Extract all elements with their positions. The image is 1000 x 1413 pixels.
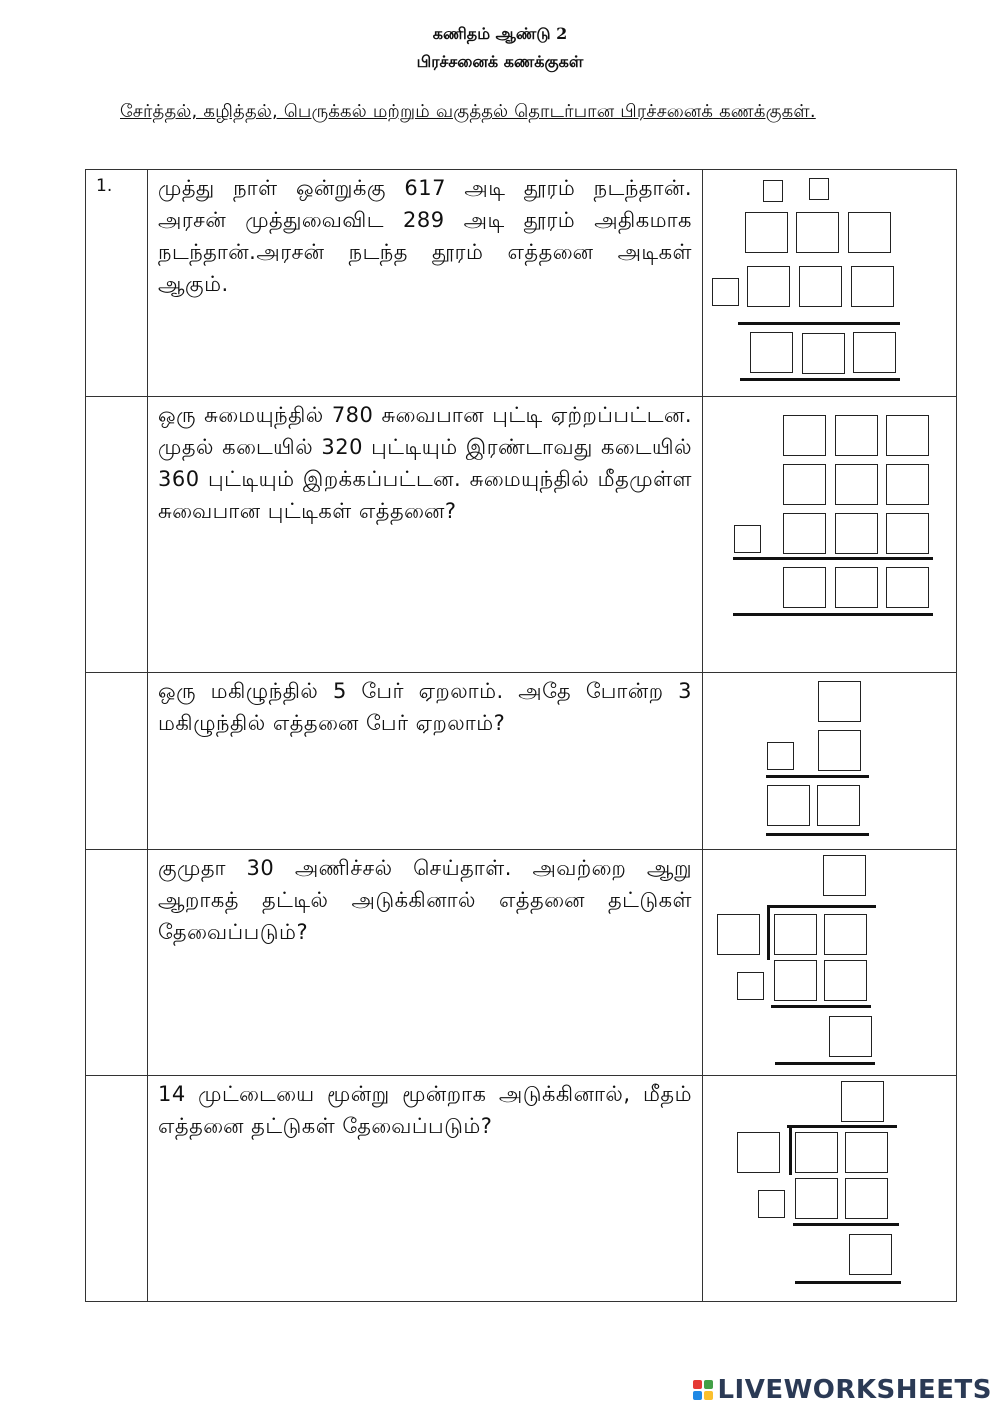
problem-text: ஒரு மகிழுந்தில் 5 பேர் ஏறலாம். அதே போன்ற 3 மகிழுந்தில் எத்தனை பேர் ஏறலாம்? — [148, 673, 703, 850]
dividend-box[interactable] — [774, 914, 817, 955]
operator-box[interactable] — [758, 1190, 785, 1218]
dividend-box[interactable] — [845, 1132, 888, 1173]
digit-box[interactable] — [796, 212, 839, 253]
answer-box[interactable] — [750, 332, 793, 373]
problem-row — [86, 397, 957, 673]
answer-box[interactable] — [853, 332, 896, 373]
operator-box[interactable] — [767, 742, 794, 770]
problem-text: ஒரு சுமையுந்தில் 780 சுவைபான புட்டி ஏற்றப்பட்டன. முதல் கடையில் 320 புட்டியும் இரண்டாவது கடையில் 360 புட்டியும் இறக்கப்பட்டன. சுமையுந்தில் மீதமுள்ள சுவைபான புட்டிகள் எத்தனை? — [148, 397, 703, 673]
logo-tiles-icon — [693, 1380, 713, 1400]
logo-tile — [693, 1391, 702, 1400]
difference-line — [733, 613, 933, 616]
digit-box[interactable] — [835, 464, 878, 505]
dividend-box[interactable] — [824, 914, 867, 955]
digit-box[interactable] — [824, 960, 867, 1001]
operator-box[interactable] — [712, 278, 739, 306]
digit-box[interactable] — [795, 1178, 838, 1219]
digit-box[interactable] — [886, 464, 929, 505]
digit-box[interactable] — [747, 266, 790, 307]
divisor-box[interactable] — [717, 914, 760, 955]
digit-box[interactable] — [845, 1178, 888, 1219]
liveworksheets-logo — [693, 1373, 992, 1407]
digit-box[interactable] — [799, 266, 842, 307]
instruction-text: சேர்த்தல், கழித்தல், பெருக்கல் மற்றும் வகுத்தல் தொடர்பான பிரச்சனைக் கணக்குகள். — [120, 101, 816, 122]
quotient-box[interactable] — [841, 1081, 884, 1122]
problem-row — [86, 850, 957, 1076]
answer-box[interactable] — [817, 785, 860, 826]
digit-box[interactable] — [886, 513, 929, 554]
digit-box[interactable] — [835, 513, 878, 554]
answer-box[interactable] — [783, 567, 826, 608]
product-line — [766, 833, 869, 836]
brand-name: LIVEWORKSHEETS — [717, 1375, 992, 1405]
product-line — [766, 775, 869, 778]
worksheet-title: கணிதம் ஆண்டு 2 — [432, 24, 568, 43]
sum-line — [740, 378, 900, 381]
quotient-box[interactable] — [823, 855, 866, 896]
problem-table — [85, 169, 957, 1302]
digit-box[interactable] — [835, 415, 878, 456]
carry-box[interactable] — [809, 178, 829, 200]
digit-box[interactable] — [818, 681, 861, 722]
digit-box[interactable] — [851, 266, 894, 307]
working-area-addition — [703, 170, 957, 397]
problem-row — [86, 170, 957, 397]
problem-number: 1. — [86, 170, 148, 397]
digit-box[interactable] — [745, 212, 788, 253]
remainder-line — [771, 1005, 871, 1008]
remainder-line — [793, 1223, 899, 1226]
problem-number — [86, 1076, 148, 1302]
logo-tile — [693, 1380, 702, 1389]
remainder-box[interactable] — [829, 1016, 872, 1057]
operator-box[interactable] — [737, 972, 764, 1000]
worksheet-subtitle: பிரச்சனைக் கணக்குகள் — [416, 52, 584, 71]
working-area-multiplication — [703, 673, 957, 850]
digit-box[interactable] — [848, 212, 891, 253]
remainder-line — [775, 1062, 875, 1065]
remainder-box[interactable] — [849, 1234, 892, 1275]
logo-tile — [704, 1391, 713, 1400]
problem-number — [86, 397, 148, 673]
dividend-box[interactable] — [795, 1132, 838, 1173]
operator-box[interactable] — [734, 525, 761, 553]
answer-box[interactable] — [802, 333, 845, 374]
digit-box[interactable] — [774, 960, 817, 1001]
difference-line — [733, 557, 933, 560]
division-bar — [787, 1125, 897, 1128]
digit-box[interactable] — [886, 415, 929, 456]
division-bar — [767, 905, 876, 908]
divisor-box[interactable] — [737, 1132, 780, 1173]
problem-text: 14 முட்டையை மூன்று மூன்றாக அடுக்கினால், மீதம் எத்தனை தட்டுகள் தேவைப்படும்? — [148, 1076, 703, 1302]
problem-number — [86, 673, 148, 850]
sum-line — [738, 322, 900, 325]
problem-row — [86, 1076, 957, 1302]
digit-box[interactable] — [818, 730, 861, 771]
digit-box[interactable] — [783, 464, 826, 505]
answer-box[interactable] — [886, 567, 929, 608]
answer-box[interactable] — [835, 567, 878, 608]
logo-tile — [704, 1380, 713, 1389]
digit-box[interactable] — [783, 415, 826, 456]
answer-box[interactable] — [767, 785, 810, 826]
problem-number — [86, 850, 148, 1076]
working-area-subtraction — [703, 397, 957, 673]
division-bracket — [767, 905, 770, 960]
remainder-line — [795, 1281, 901, 1284]
working-area-division — [703, 850, 957, 1076]
working-area-division-remainder — [703, 1076, 957, 1302]
problem-text: முத்து நாள் ஒன்றுக்கு 617 அடி தூரம் நடந்தான். அரசன் முத்துவைவிட 289 அடி தூரம் அதிகமாக நடந்தான்.அரசன் நடந்த தூரம் எத்தனை அடிகள் ஆகும். — [148, 170, 703, 397]
carry-box[interactable] — [763, 180, 783, 202]
digit-box[interactable] — [783, 513, 826, 554]
problem-text: குமுதா 30 அணிச்சல் செய்தாள். அவற்றை ஆறு ஆறாகத் தட்டில் அடுக்கினால் எத்தனை தட்டுகள் தேவைப்படும்? — [148, 850, 703, 1076]
division-bracket — [789, 1125, 792, 1175]
problem-row — [86, 673, 957, 850]
